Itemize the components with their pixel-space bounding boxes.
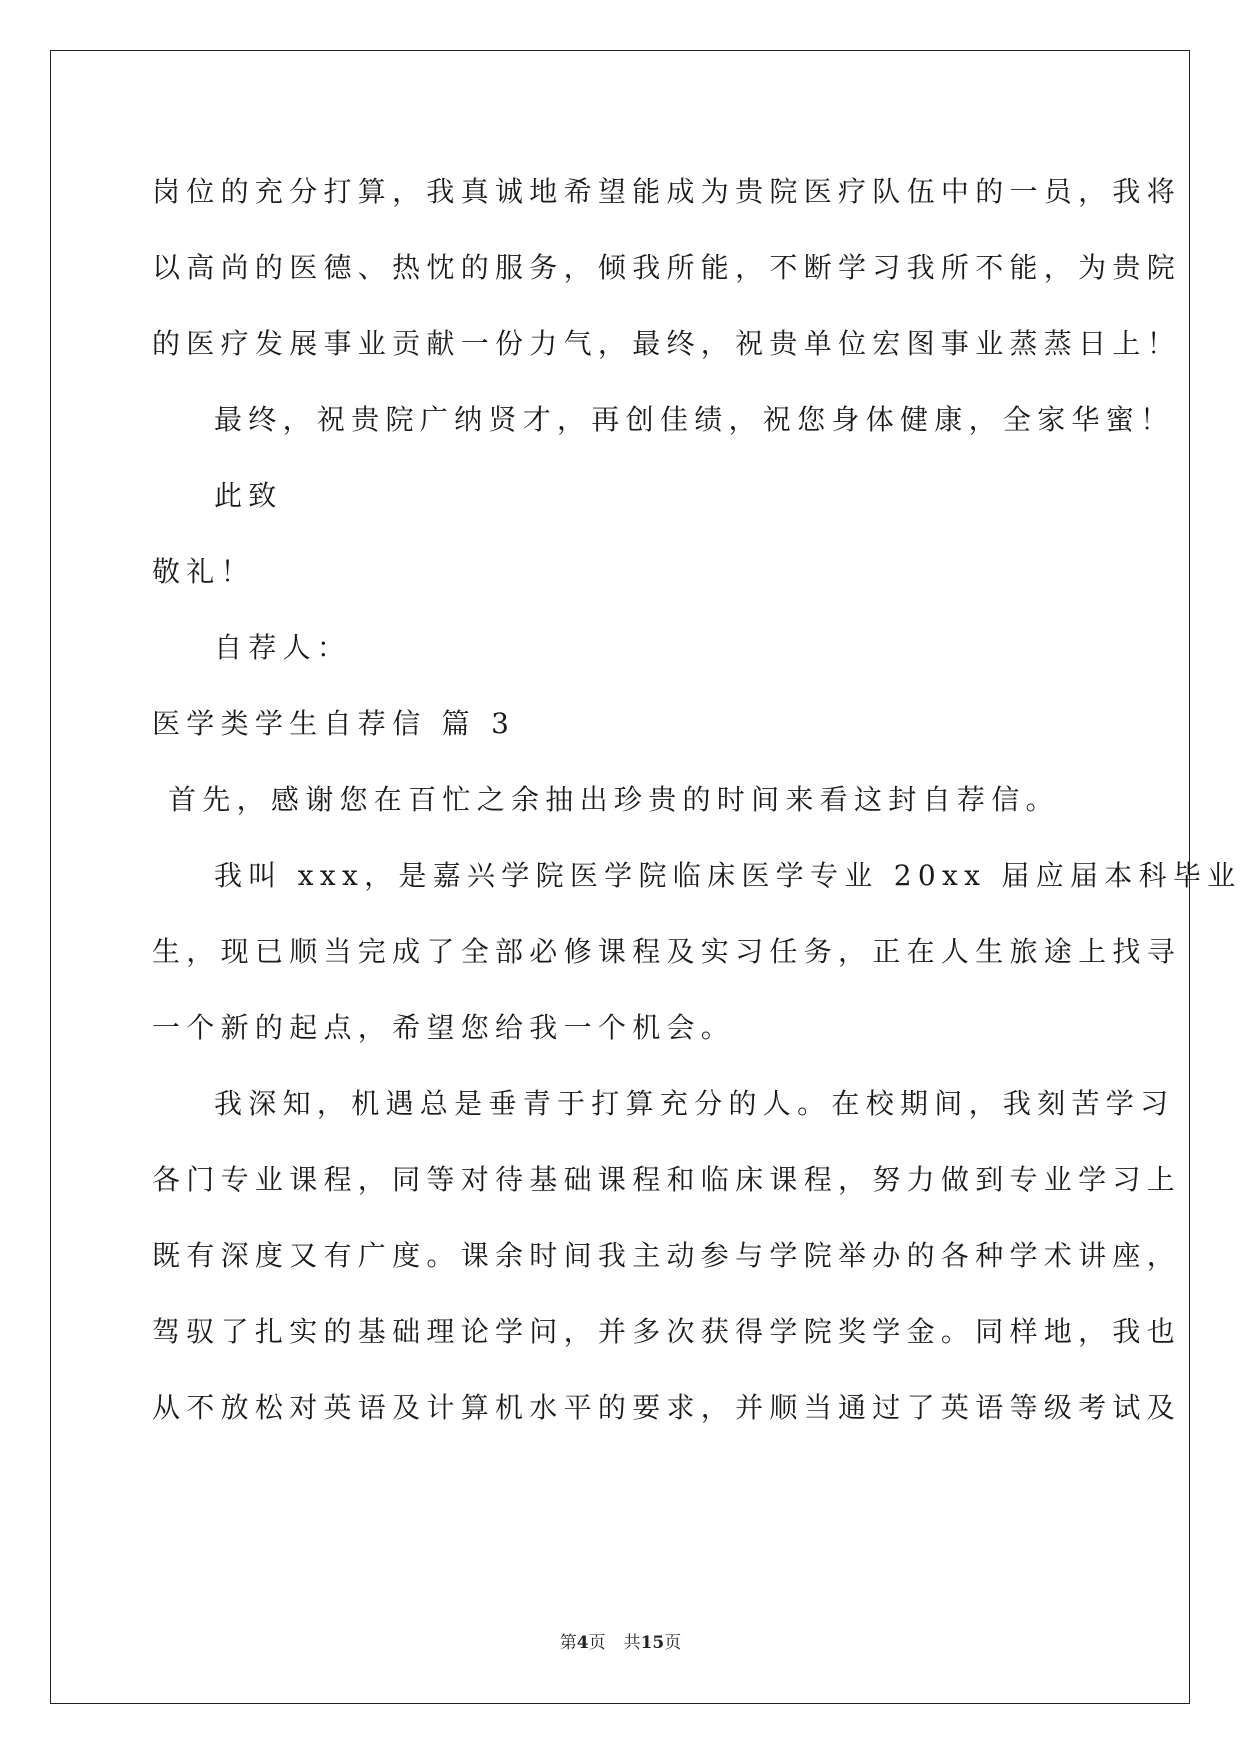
text-line: 我叫 xxx，是嘉兴学院医学院临床医学专业 20xx 届应届本科毕业: [214, 859, 1241, 892]
page-footer: [0, 1628, 1241, 1653]
text-line: 最终，祝贵院广纳贤才，再创佳绩，祝您身体健康，全家华蜜！: [214, 403, 1175, 436]
text-line: 驾驭了扎实的基础理论学问，并多次获得学院奖学金。同样地，我也: [152, 1315, 1182, 1348]
text-line: 生，现已顺当完成了全部必修课程及实习任务，正在人生旅途上找寻: [152, 935, 1182, 968]
text-line: 此致: [214, 479, 283, 512]
footer-page-number: 4: [576, 1633, 589, 1653]
text-line: 以高尚的医德、热忱的服务，倾我所能，不断学习我所不能，为贵院: [152, 251, 1182, 284]
text-line: 各门专业课程，同等对待基础课程和临床课程，努力做到专业学习上: [152, 1163, 1182, 1196]
footer-total-pages: 15: [640, 1633, 665, 1653]
footer-page-prefix: 第: [559, 1633, 577, 1653]
text-line: 既有深度又有广度。课余时间我主动参与学院举办的各种学术讲座，: [152, 1239, 1182, 1272]
text-line: 一个新的起点，希望您给我一个机会。: [152, 1011, 736, 1044]
text-line: 的医疗发展事业贡献一份力气，最终，祝贵单位宏图事业蒸蒸日上！: [152, 327, 1182, 360]
text-line: 敬礼！: [152, 555, 255, 588]
section-heading: 医学类学生自荐信 篇 3: [152, 707, 516, 740]
text-line: 从不放松对英语及计算机水平的要求，并顺当通过了英语等级考试及: [152, 1391, 1182, 1424]
text-line: 我深知，机遇总是垂青于打算充分的人。在校期间，我刻苦学习: [214, 1087, 1175, 1120]
text-line: 岗位的充分打算，我真诚地希望能成为贵院医疗队伍中的一员，我将: [152, 175, 1182, 208]
footer-total-prefix: 共: [623, 1633, 641, 1653]
footer-total-suffix: 页: [664, 1633, 682, 1653]
text-line: 首先，感谢您在百忙之余抽出珍贵的时间来看这封自荐信。: [168, 783, 1060, 816]
text-line: 自荐人：: [214, 631, 352, 664]
footer-page-suffix: 页: [588, 1633, 606, 1653]
